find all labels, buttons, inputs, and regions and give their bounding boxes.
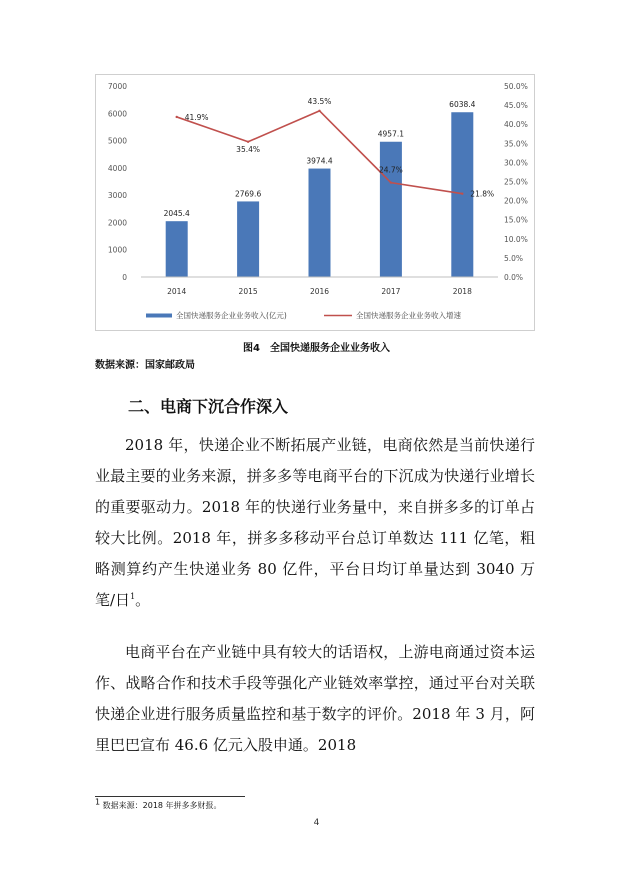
x-axis-tick: 2015 bbox=[238, 287, 258, 296]
data-source: 数据来源：国家邮政局 bbox=[95, 360, 195, 371]
left-axis-tick: 7000 bbox=[107, 82, 127, 91]
left-axis-tick: 6000 bbox=[107, 109, 127, 119]
growth-rate-label: 24.7% bbox=[378, 165, 403, 175]
footnote-text: 数据来源：2018 年拼多多财报。 bbox=[100, 801, 222, 810]
section-heading: 二、电商下沉合作深入 bbox=[128, 397, 289, 416]
left-axis-tick: 3000 bbox=[107, 191, 127, 201]
right-axis-tick: 20.0% bbox=[504, 196, 528, 206]
left-axis-tick: 5000 bbox=[107, 136, 127, 146]
growth-rate-label: 41.9% bbox=[184, 112, 209, 122]
footnote-ref[interactable]: 1 bbox=[130, 592, 136, 601]
right-axis-tick: 35.0% bbox=[504, 139, 528, 149]
bar bbox=[166, 221, 188, 277]
bar-value-label: 2045.4 bbox=[163, 209, 190, 219]
growth-rate-point bbox=[247, 141, 249, 143]
left-axis-tick: 1000 bbox=[107, 245, 127, 255]
legend-label-line: 全国快递服务企业业务收入增速 bbox=[356, 311, 461, 320]
right-axis-tick: 30.0% bbox=[504, 158, 528, 168]
x-axis-tick: 2014 bbox=[167, 287, 187, 296]
bar-value-label: 2769.6 bbox=[234, 189, 262, 199]
paragraph-1-text: 2018 年，快递企业不断拓展产业链，电商依然是当前快递行业最主要的业务来源，拼多多等电商平台的下沉成为快递行业增长的重要驱动力。2018 年的快递行业务量中，来自拼多多的订单占较大比例。2018 年，拼多多移动平台总订单数达 111 亿笔，粗略测算约产生快递业务 80 亿件，平台日均订单量达到 3040 万笔/日 bbox=[95, 436, 535, 609]
bar-value-label: 4957.1 bbox=[377, 129, 405, 139]
chart-frame bbox=[95, 74, 535, 331]
growth-rate-label: 21.8% bbox=[470, 189, 495, 199]
growth-rate-point bbox=[318, 110, 320, 112]
left-axis-tick: 0 bbox=[122, 273, 127, 282]
x-axis-tick: 2018 bbox=[452, 287, 472, 296]
footnote-mark: 1 bbox=[95, 797, 101, 807]
left-axis-tick: 2000 bbox=[107, 218, 127, 228]
right-axis-tick: 45.0% bbox=[504, 101, 528, 111]
page-number: 4 bbox=[313, 818, 320, 828]
right-axis-tick: 40.0% bbox=[504, 120, 528, 130]
right-axis-tick: 10.0% bbox=[504, 234, 528, 244]
right-axis-tick: 0.0% bbox=[504, 273, 524, 282]
left-axis-tick: 4000 bbox=[107, 163, 127, 173]
growth-rate-label: 35.4% bbox=[236, 144, 261, 154]
bar-value-label: 3974.4 bbox=[306, 156, 333, 166]
right-axis-tick: 5.0% bbox=[504, 253, 524, 263]
growth-rate-point bbox=[461, 193, 463, 195]
paragraph-1 bbox=[95, 430, 535, 616]
bar bbox=[380, 142, 402, 277]
right-axis-tick: 25.0% bbox=[504, 177, 528, 187]
x-axis-tick: 2017 bbox=[381, 287, 401, 296]
bar bbox=[309, 169, 331, 277]
paragraph-2: 电商平台在产业链中具有较大的话语权，上游电商通过资本运作、战略合作和技术手段等强化产业链效率掌控，通过平台对关联快递企业进行服务质量监控和基于数字的评价。2018 年 3 月，阿里巴巴宣布 46.6 亿元入股申通。2018 bbox=[95, 643, 535, 754]
footnote bbox=[95, 797, 222, 811]
bar bbox=[237, 201, 259, 277]
paragraph-1-end: 。 bbox=[135, 591, 151, 609]
footnote-divider bbox=[95, 796, 245, 797]
right-axis-tick: 50.0% bbox=[504, 82, 528, 91]
figure-caption: 图4 全国快递服务企业业务收入 bbox=[243, 343, 390, 354]
legend-label-bar: 全国快递服务企业业务收入(亿元) bbox=[176, 311, 287, 320]
legend-swatch-bar bbox=[146, 314, 172, 318]
right-axis-tick: 15.0% bbox=[504, 215, 528, 225]
growth-rate-point bbox=[390, 181, 392, 183]
x-axis-tick: 2016 bbox=[309, 287, 330, 296]
combo-chart bbox=[96, 75, 536, 332]
bar-value-label: 6038.4 bbox=[449, 100, 476, 110]
growth-rate-point bbox=[176, 116, 178, 118]
growth-rate-label: 43.5% bbox=[307, 96, 332, 106]
